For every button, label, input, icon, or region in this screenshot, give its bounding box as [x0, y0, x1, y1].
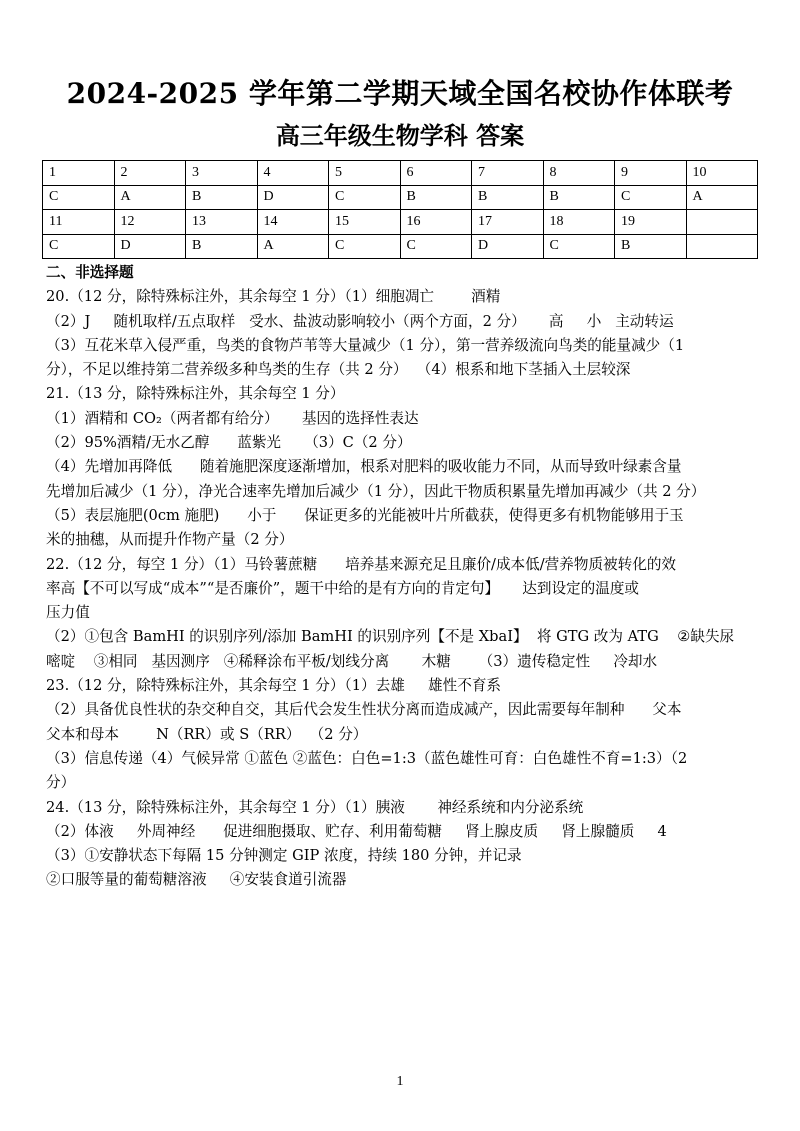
table-cell: 15	[329, 210, 401, 235]
table-cell: C	[543, 234, 615, 259]
table-cell	[686, 210, 758, 235]
answer-line: 分）	[46, 774, 76, 792]
table-cell: 17	[472, 210, 544, 235]
table-cell: C	[615, 185, 687, 210]
table-cell: C	[43, 234, 115, 259]
table-cell: B	[543, 185, 615, 210]
section-heading: 二、非选择题	[46, 264, 134, 281]
answer-line: 21.（13 分，除特殊标注外，其余每空 1 分）	[46, 385, 345, 403]
table-cell: 9	[615, 161, 687, 186]
answer-line: （2）①包含 BamHI 的识别序列/添加 BamHI 的识别序列【不是 XbaI】 将 GTG 改为 ATG ②缺失尿	[46, 628, 735, 646]
table-cell: C	[329, 185, 401, 210]
answer-line: 23.（12 分，除特殊标注外，其余每空 1 分）（1）去雄 雄性不育系	[46, 677, 502, 695]
table-cell: 5	[329, 161, 401, 186]
answer-line: 分），不足以维持第二营养级多种鸟类的生存（共 2 分） （4）根系和地下茎插入土层较深	[46, 361, 631, 379]
table-cell: 19	[615, 210, 687, 235]
table-cell: 7	[472, 161, 544, 186]
table-cell	[686, 234, 758, 259]
answer-line: 嘧啶 ③相同 基因测序 ④稀释涂布平板/划线分离 木糖 （3）遗传稳定性 冷却水	[46, 652, 658, 670]
table-cell: B	[615, 234, 687, 259]
document-subtitle: 高三年级生物学科 答案	[275, 121, 525, 150]
table-cell: B	[186, 234, 258, 259]
table-cell: 4	[257, 161, 329, 186]
table-cell: B	[400, 185, 472, 210]
answer-line: 压力值	[46, 604, 90, 622]
table-cell: D	[257, 185, 329, 210]
table-cell: 14	[257, 210, 329, 235]
answer-row	[43, 234, 758, 259]
question-number-row	[43, 210, 758, 235]
table-cell: B	[186, 185, 258, 210]
table-cell: 2	[114, 161, 186, 186]
table-cell: D	[472, 234, 544, 259]
table-cell: 11	[43, 210, 115, 235]
answer-line: （3）①安静状态下每隔 15 分钟测定 GIP 浓度，持续 180 分钟，并记录	[46, 847, 522, 865]
answer-line: （3）信息传递（4）气候异常 ①蓝色 ②蓝色：白色=1:3（蓝色雄性可育：白色雄性不育=1:3）（2	[46, 749, 688, 767]
answer-table	[42, 160, 758, 259]
table-cell: 12	[114, 210, 186, 235]
answer-line: （3）互花米草入侵严重，鸟类的食物芦苇等大量减少（1 分），第一营养级流向鸟类的能量减少（1	[46, 336, 685, 354]
table-cell: A	[686, 185, 758, 210]
table-cell: C	[400, 234, 472, 259]
question-number-row	[43, 161, 758, 186]
answer-line: 米的抽穗，从而提升作物产量（2 分）	[46, 531, 294, 549]
table-cell: A	[257, 234, 329, 259]
answer-line: 率高【不可以写成“成本”“是否廉价”，题干中给的是有方向的肯定句】 达到设定的温度或	[46, 579, 640, 597]
table-cell: 3	[186, 161, 258, 186]
answer-line: （2）体液 外周神经 促进细胞摄取、贮存、利用葡萄糖 肾上腺皮质 肾上腺髓质 4	[46, 822, 667, 840]
answer-line: 父本和母本 N（RR）或 S（RR） （2 分）	[46, 725, 368, 743]
table-cell: C	[329, 234, 401, 259]
answer-line: （2）J 随机取样/五点取样 受水、盐波动影响较小（两个方面，2 分） 高 小 主动转运	[46, 312, 674, 330]
answer-line: （5）表层施肥(0cm 施肥) 小于 保证更多的光能被叶片所截获，使得更多有机物能够用于玉	[46, 506, 684, 524]
answer-line: ②口服等量的葡萄糖溶液 ④安装食道引流器	[46, 871, 347, 889]
table-cell: 13	[186, 210, 258, 235]
answer-line: 先增加后减少（1 分），净光合速率先增加后减少（1 分），因此干物质积累量先增加再减少（共 2 分）	[46, 482, 706, 500]
table-cell: B	[472, 185, 544, 210]
table-cell: C	[43, 185, 115, 210]
answer-body	[46, 261, 786, 893]
answer-line: 20.（12 分，除特殊标注外，其余每空 1 分）（1）细胞凋亡 酒精	[46, 288, 501, 306]
table-cell: A	[114, 185, 186, 210]
answer-line: （2）95%酒精/无水乙醇 蓝紫光 （3）C（2 分）	[46, 434, 412, 452]
answer-line: （1）酒精和 CO₂（两者都有给分） 基因的选择性表达	[46, 409, 419, 427]
table-cell: 1	[43, 161, 115, 186]
table-cell: 16	[400, 210, 472, 235]
page-number: 1	[396, 1074, 404, 1089]
table-cell: 18	[543, 210, 615, 235]
table-cell: D	[114, 234, 186, 259]
table-cell: 8	[543, 161, 615, 186]
answer-line: （2）具备优良性状的杂交种自交，其后代会发生性状分离而造成减产，因此需要每年制种 父本	[46, 701, 682, 719]
answer-line: （4）先增加再降低 随着施肥深度逐渐增加，根系对肥料的吸收能力不同，从而导致叶绿素含量	[46, 458, 682, 476]
table-cell: 10	[686, 161, 758, 186]
answer-row	[43, 185, 758, 210]
document-title: 2024-2025 学年第二学期天域全国名校协作体联考	[66, 77, 734, 110]
table-cell: 6	[400, 161, 472, 186]
answer-line: 22.（12 分，每空 1 分）（1）马铃薯蔗糖 培养基来源充足且廉价/成本低/营养物质被转化的效	[46, 555, 677, 573]
answer-line: 24.（13 分，除特殊标注外，其余每空 1 分）（1）胰液 神经系统和内分泌系统	[46, 798, 584, 816]
